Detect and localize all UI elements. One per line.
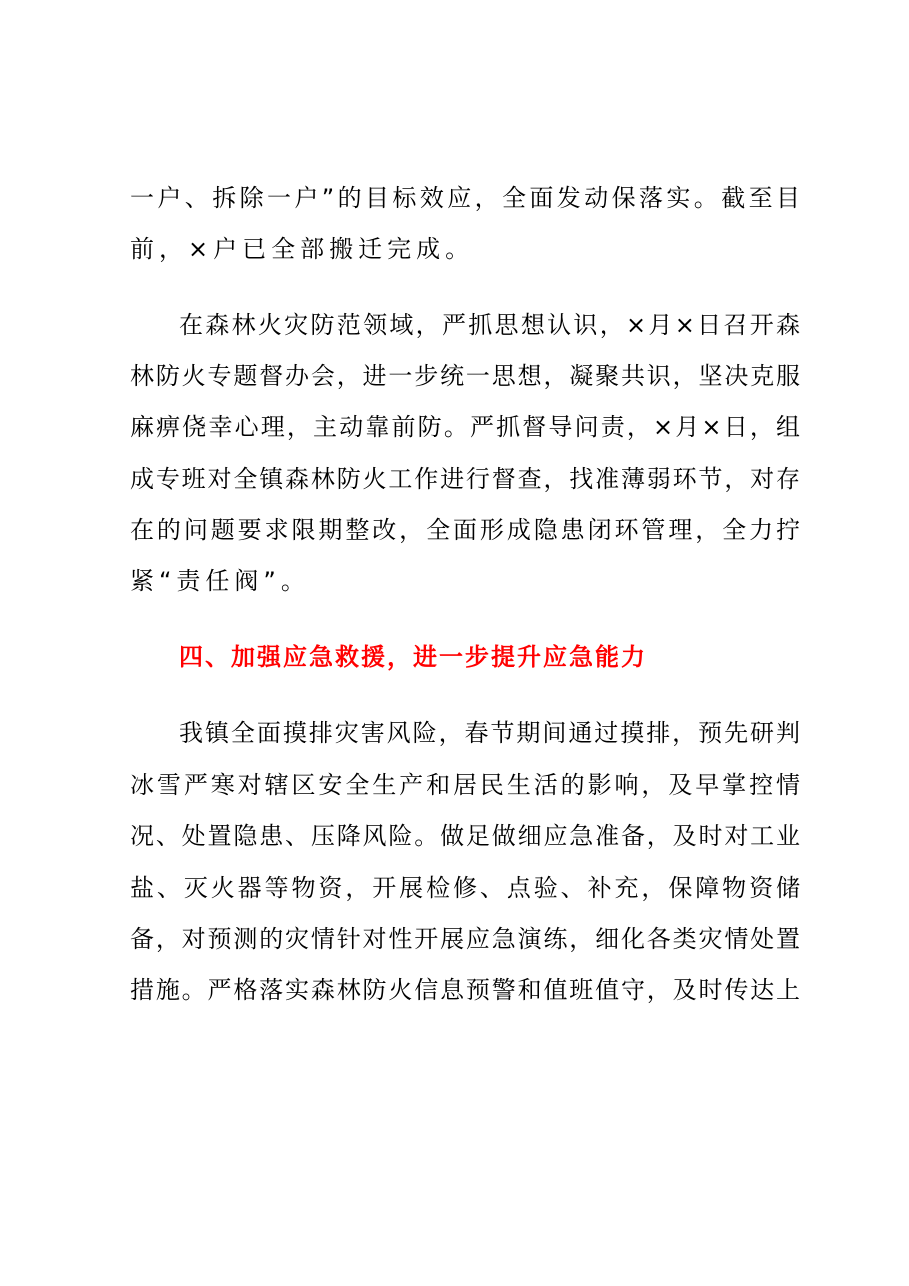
paragraph-2-line-1: 在森林火灾防范领域，严抓思想认识，×月×日召开森: [179, 311, 800, 339]
paragraph-3-line-4: 盐、灭火器等物资，开展检修、点验、补充，保障物资储: [130, 874, 800, 902]
paragraph-3-line-5: 备，对预测的灾情针对性开展应急演练，细化各类灾情处置: [130, 925, 800, 953]
paragraph-3-line-1: 我镇全面摸排灾害风险，春节期间通过摸排，预先研判: [179, 719, 800, 747]
section-heading: 四、加强应急救援，进一步提升应急能力: [179, 643, 647, 671]
paragraph-2-line-5: 在的问题要求限期整改，全面形成隐患闭环管理，全力拧: [130, 516, 800, 544]
paragraph-1-line-1: 一户、拆除一户”的目标效应，全面发动保落实。截至目: [130, 184, 800, 212]
paragraph-2-line-4: 成专班对全镇森林防火工作进行督查，找准薄弱环节，对存: [130, 465, 800, 493]
paragraph-3-line-6: 措施。严格落实森林防火信息预警和值班值守，及时传达上: [130, 976, 800, 1004]
paragraph-2-line-2: 林防火专题督办会，进一步统一思想，凝聚共识，坚决克服: [130, 362, 800, 390]
paragraph-2-line-6: 紧“责任阀”。: [130, 567, 310, 595]
paragraph-2-line-3: 麻痹侥幸心理，主动靠前防。严抓督导问责，×月×日，组: [130, 413, 800, 441]
paragraph-1-line-2: 前，×户已全部搬迁完成。: [130, 235, 475, 263]
paragraph-3-line-2: 冰雪严寒对辖区安全生产和居民生活的影响，及早掌控情: [130, 771, 800, 799]
paragraph-3-line-3: 况、处置隐患、压降风险。做足做细应急准备，及时对工业: [130, 822, 800, 850]
